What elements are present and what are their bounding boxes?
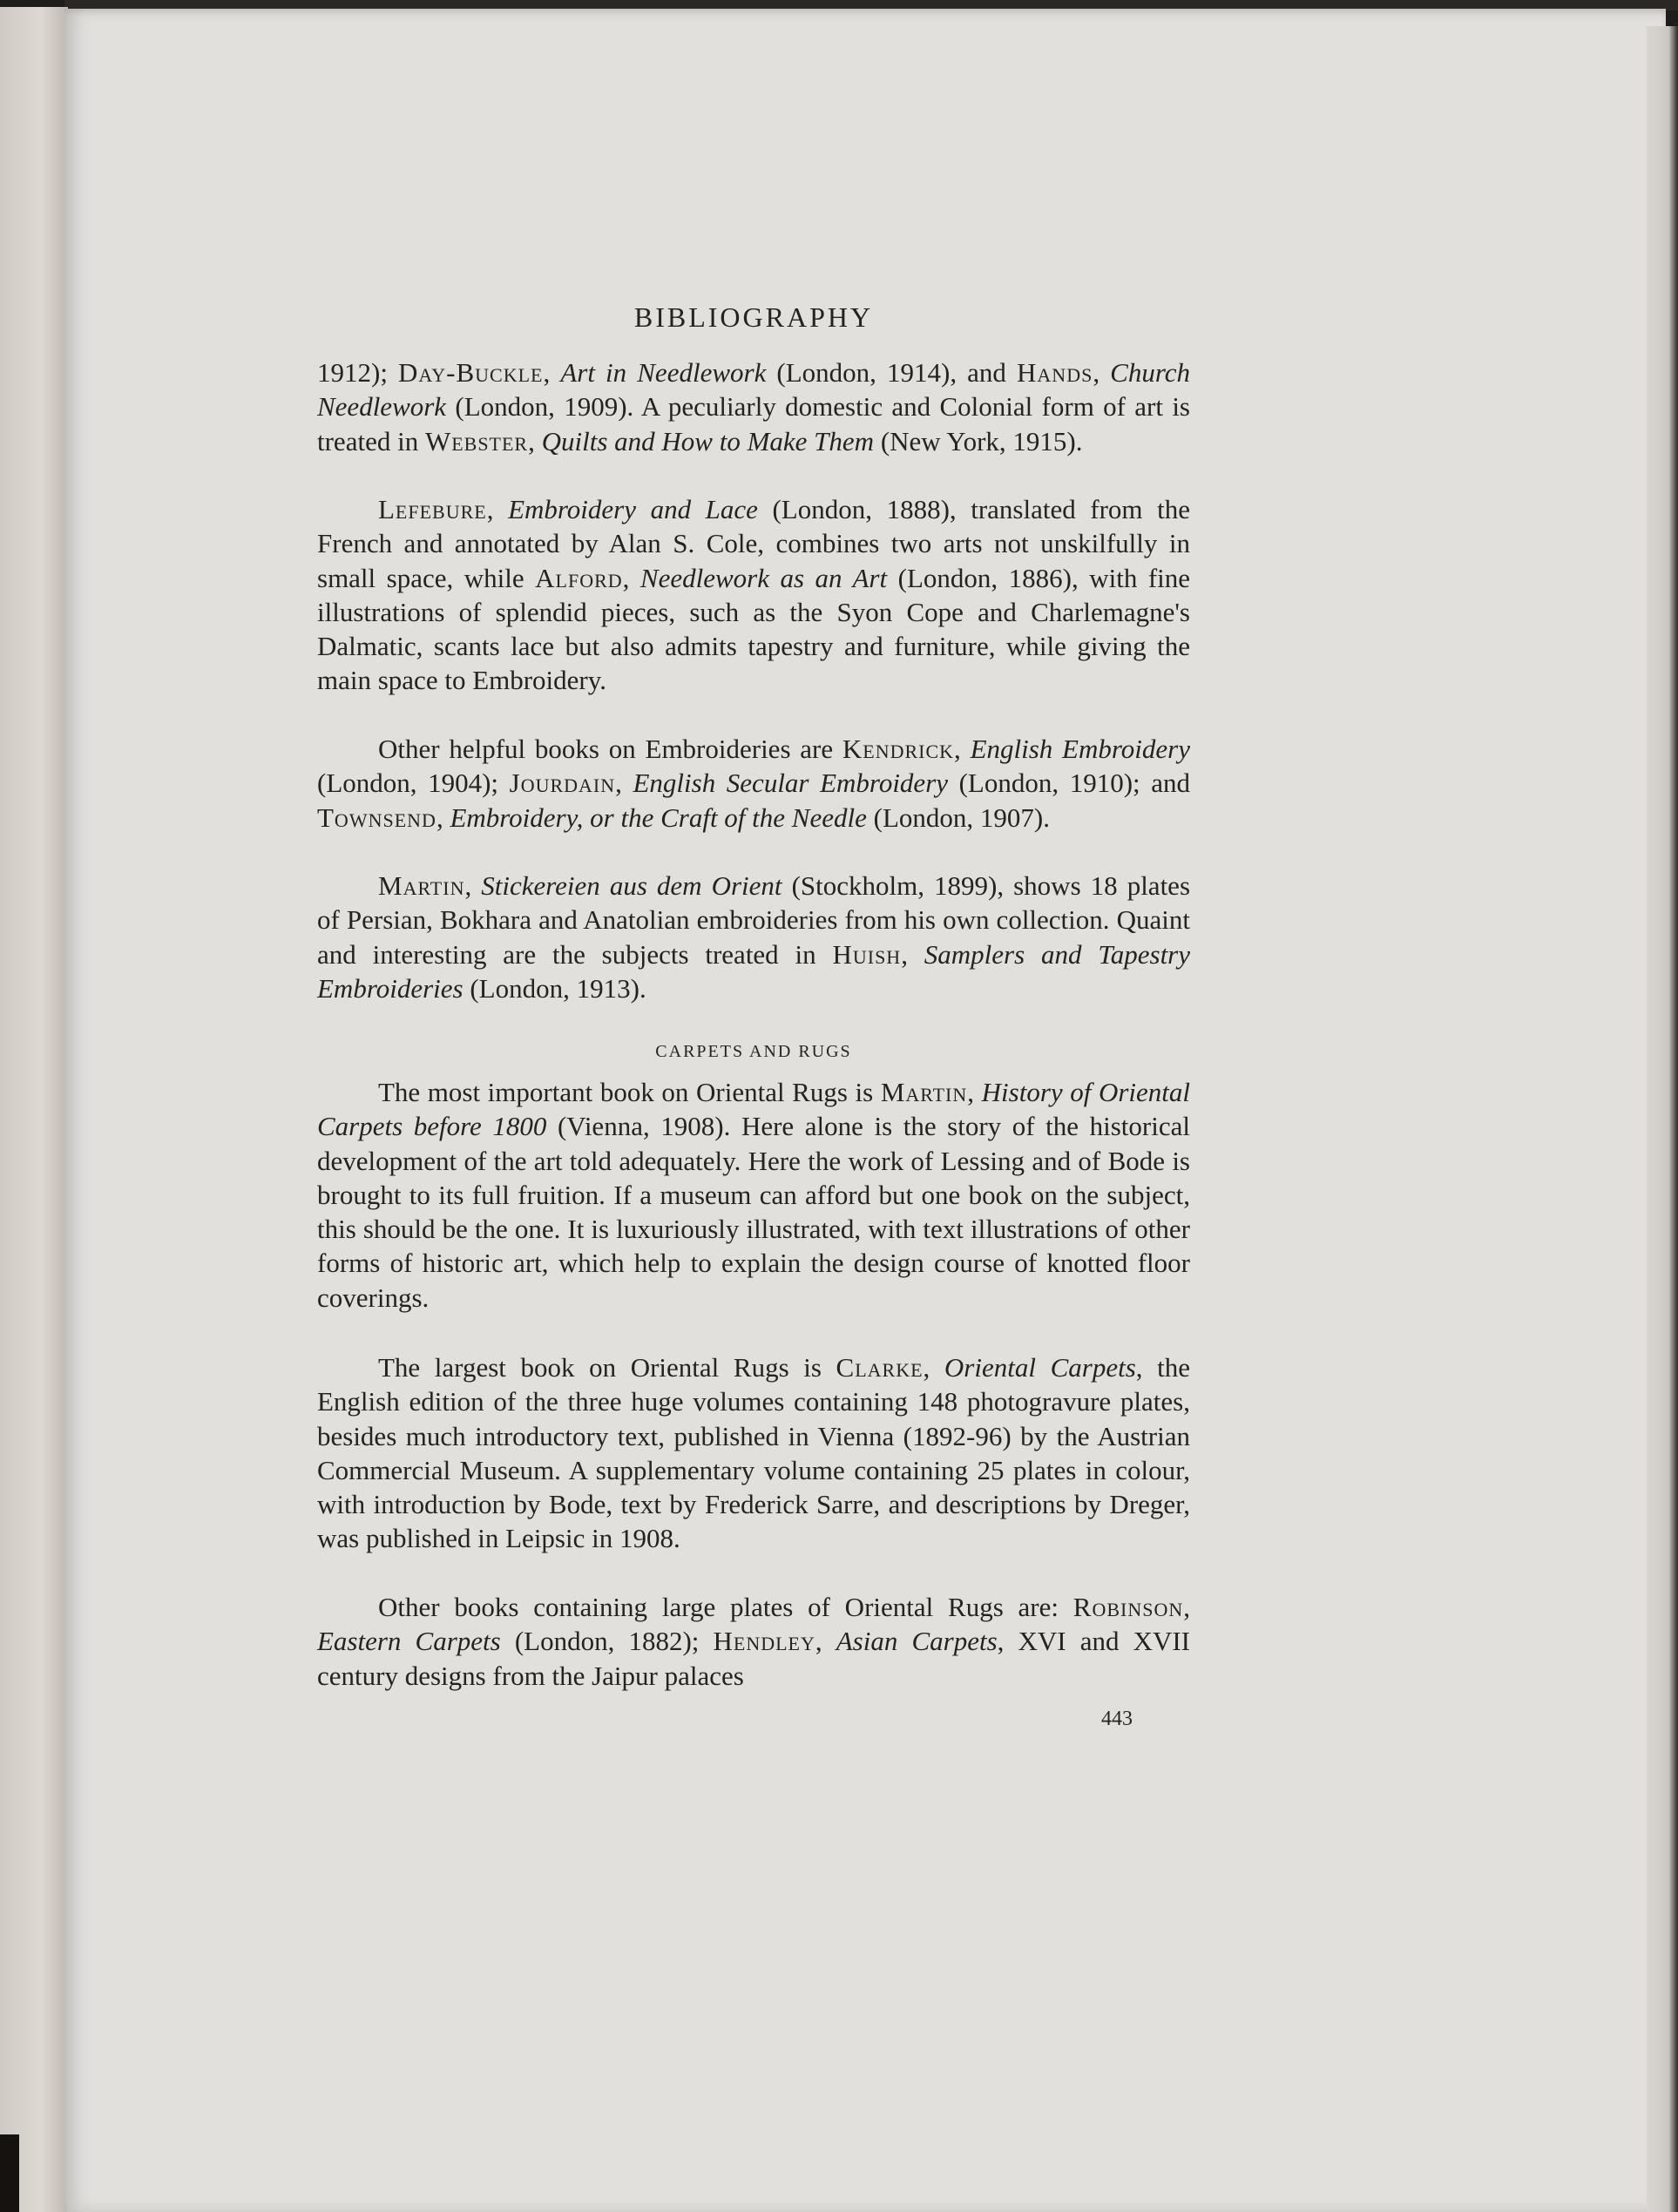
right-page-edge bbox=[1647, 26, 1678, 2212]
text-run: (London, 1888), translated from the French and annotated by Alan S. Cole, combines two arts not unskilfully in small space, while bbox=[317, 494, 1190, 593]
text-run: , bbox=[901, 938, 924, 970]
author-name: Robinson bbox=[1072, 1592, 1184, 1622]
text-run: The largest book on Oriental Rugs is bbox=[378, 1352, 836, 1383]
text-run: , bbox=[815, 1626, 836, 1657]
book-title: Embroidery and Lace bbox=[508, 494, 758, 524]
text-run: 1912); bbox=[317, 357, 399, 388]
running-head: BIBLIOGRAPHY bbox=[633, 301, 874, 333]
text-run: , the English edition of the three huge volumes containing 148 photogravure plates, besides much introductory text, published in Vienna (1892-96) by the Austrian Commercial Museum. A supplementary volume containing 25 plates in colour, with introduction by Bode, text by Frederick Sarre, and descriptions by Dreger, was published in Leipsic in 1908. bbox=[317, 1352, 1190, 1554]
text-run: (London, 1882); bbox=[500, 1626, 714, 1657]
text-run: , bbox=[954, 734, 971, 764]
text-run: (London, 1907). bbox=[866, 802, 1050, 833]
page-number: 443 bbox=[1101, 1708, 1133, 1730]
book-title: English Embroidery bbox=[970, 734, 1190, 764]
text-run: (Stockholm, 1899), shows 18 plates of Persian, Bokhara and Anatolian embroideries from his own collection. Quaint and interesting are the subjects treated in bbox=[317, 870, 1191, 970]
author-name: Webster bbox=[424, 425, 529, 457]
text-run: , bbox=[923, 1352, 944, 1383]
author-name: Day-Buckle bbox=[398, 357, 544, 388]
text-run: , bbox=[486, 494, 509, 524]
text-run: (London, 1910); and bbox=[948, 768, 1190, 799]
paragraph-7 bbox=[317, 1590, 1190, 1693]
text-run: , bbox=[528, 425, 542, 457]
section-heading: CARPETS AND RUGS bbox=[655, 1042, 852, 1061]
author-name: Lefebure bbox=[378, 494, 487, 524]
paragraph-1 bbox=[317, 355, 1190, 458]
text-run: , bbox=[543, 357, 561, 388]
paragraph-6 bbox=[317, 1350, 1190, 1556]
book-title: Asian Carpets bbox=[836, 1626, 998, 1657]
book-title: Art in Needlework bbox=[560, 357, 767, 388]
author-name: Huish bbox=[832, 938, 902, 970]
text-run: , bbox=[615, 768, 633, 799]
book-title: Embroidery, or the Craft of the Needle bbox=[450, 802, 867, 833]
book-title: Stickereien aus dem Orient bbox=[481, 870, 782, 901]
paragraph-5 bbox=[317, 1075, 1190, 1315]
author-name: Martin bbox=[378, 870, 465, 901]
text-run: , bbox=[436, 802, 450, 833]
author-name: Kendrick bbox=[842, 734, 955, 764]
paragraph-3 bbox=[317, 732, 1190, 835]
text-run: Other helpful books on Embroideries are bbox=[378, 734, 842, 764]
text-run: , bbox=[1093, 357, 1111, 388]
author-name: Townsend bbox=[317, 802, 436, 833]
text-run: , bbox=[967, 1077, 982, 1107]
paragraph-4 bbox=[317, 869, 1190, 1005]
author-name: Martin bbox=[880, 1077, 968, 1107]
book-title: Needlework as an Art bbox=[639, 562, 888, 593]
book-title: Eastern Carpets bbox=[317, 1626, 501, 1657]
book-title: Church Needlework bbox=[317, 357, 1191, 423]
text-run: (London, 1909). A peculiarly domestic and Colonial form of art is treated in bbox=[317, 391, 1190, 457]
author-name: Jourdain bbox=[509, 768, 616, 799]
text-run: Other books containing large plates of Oriental Rugs are: bbox=[378, 1592, 1073, 1622]
book-title: Oriental Carpets bbox=[944, 1352, 1136, 1383]
book-title: English Secular Embroidery bbox=[633, 768, 949, 799]
author-name: Clarke bbox=[836, 1352, 924, 1383]
book-title: Quilts and How to Make Them bbox=[541, 425, 875, 457]
text-run: (London, 1913). bbox=[463, 972, 646, 1004]
text-run: , bbox=[464, 870, 482, 901]
text-run: , XVI and XVII century designs from the Jaipur palaces bbox=[317, 1626, 1191, 1691]
author-name: Alford bbox=[535, 562, 623, 593]
page bbox=[64, 9, 1666, 2212]
paragraph-2 bbox=[317, 492, 1190, 698]
book-title: History of Oriental Carpets before 1800 bbox=[317, 1077, 1191, 1142]
text-run: (New York, 1915). bbox=[874, 425, 1083, 457]
book-title: Samplers and Tapestry Embroideries bbox=[317, 938, 1191, 1004]
text-run: , bbox=[1183, 1592, 1190, 1622]
binding-shadow bbox=[0, 2134, 19, 2212]
left-page-edge bbox=[0, 7, 68, 2212]
text-run: The most important book on Oriental Rugs is bbox=[378, 1077, 881, 1107]
text-run: (London, 1904); bbox=[317, 768, 510, 799]
author-name: Hendley bbox=[713, 1626, 815, 1657]
author-name: Hands bbox=[1017, 357, 1093, 388]
text-run: (London, 1914), and bbox=[766, 357, 1018, 388]
text-run: (Vienna, 1908). Here alone is the story of the historical development of the art told adequately. Here the work of Lessing and of Bode is brought to its full fruition. If a museum can afford but one book on the subject, this should be the one. It is luxuriously illustrated, with text illustrations of other forms of historic art, which help to explain the design course of knotted floor coverings. bbox=[317, 1111, 1190, 1313]
text-run: (London, 1886), with fine illustrations of splendid pieces, such as the Syon Cope and Charlemagne's Dalmatic, scants lace but also admits tapestry and furniture, while giving the main space to Embroidery. bbox=[317, 562, 1191, 696]
text-run: , bbox=[622, 562, 640, 593]
